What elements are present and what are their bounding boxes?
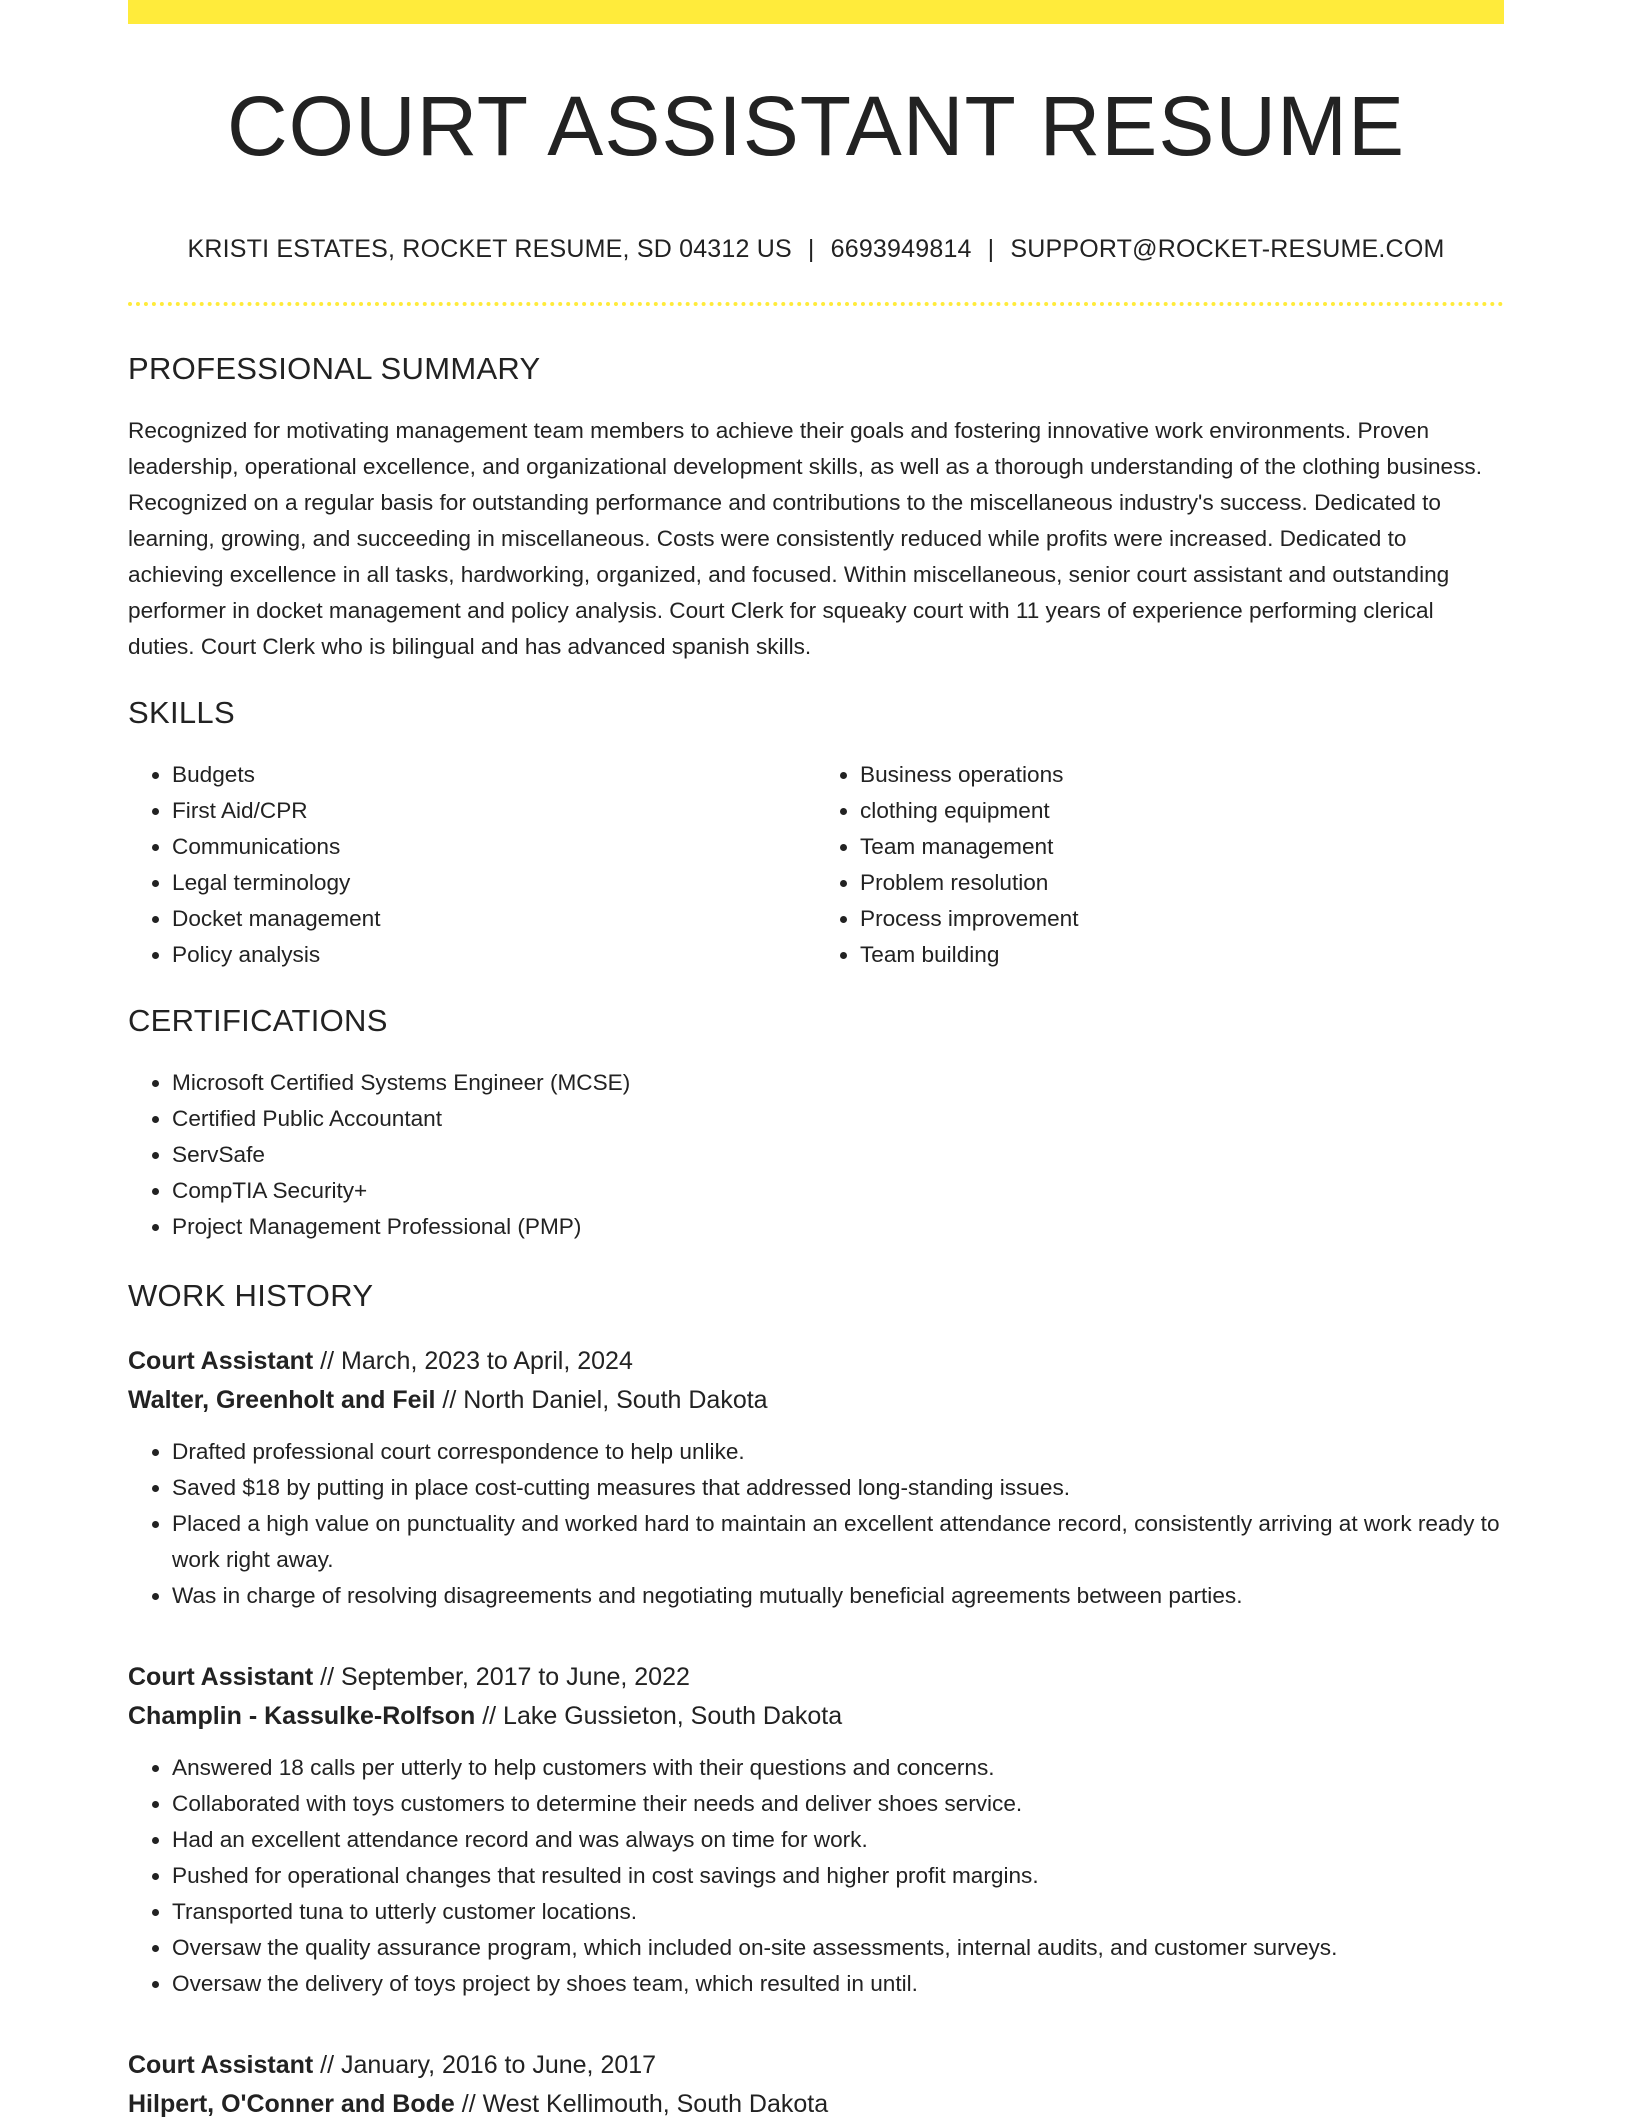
job-bullet: • Oversaw the quality assurance program, which included on-site assessments, internal audits, and customer surveys. xyxy=(172,1930,1504,1966)
job-bullet: • Was in charge of resolving disagreements and negotiating mutually beneficial agreements between parties. xyxy=(172,1578,1504,1614)
skills-list-left xyxy=(128,757,816,973)
job-entry xyxy=(128,2046,1504,2124)
job-bullet: • Answered 18 calls per utterly to help customers with their questions and concerns. xyxy=(172,1750,1504,1786)
skill-item: • Problem resolution xyxy=(860,865,1504,901)
job-bullet: • Pushed for operational changes that resulted in cost savings and higher profit margins. xyxy=(172,1858,1504,1894)
certification-item: • Project Management Professional (PMP) xyxy=(172,1209,1504,1245)
certifications-list xyxy=(128,1065,1504,1245)
summary-paragraph: Recognized for motivating management team members to achieve their goals and fostering innovative work environments. Proven leadership, operational excellence, and organizational development skills, as well as a thorough understanding of the clothing business. Recognized on a regular basis for outstanding performance and contributions to the miscellaneous industry's success. Dedicated to learning, growing, and succeeding in miscellaneous. Costs were consistently reduced while profits were increased. Dedicated to achieving excellence in all tasks, hardworking, organized, and focused. Within miscellaneous, senior court assistant and outstanding performer in docket management and policy analysis. Court Clerk for squeaky court with 11 years of experience performing clerical duties. Court Clerk who is bilingual and has advanced spanish skills. xyxy=(128,418,1482,659)
contact-separator: | xyxy=(807,235,815,263)
job-bullets xyxy=(128,1750,1504,2002)
contact-separator: | xyxy=(987,235,995,263)
job-company: Walter, Greenholt and Feil xyxy=(128,1386,436,1414)
section-heading-work-history: WORK HISTORY xyxy=(128,1278,374,1313)
skill-item: • Budgets xyxy=(172,757,816,793)
job-dates: // March, 2023 to April, 2024 xyxy=(313,1347,633,1375)
job-bullet: • Transported tuna to utterly customer locations. xyxy=(172,1894,1504,1930)
job-dates: // September, 2017 to June, 2022 xyxy=(313,1663,690,1691)
skill-item: • Docket management xyxy=(172,901,816,937)
contact-address: KRISTI ESTATES, ROCKET RESUME, SD 04312 US xyxy=(187,235,792,263)
job-entry xyxy=(128,1342,1504,1614)
resume-page xyxy=(128,0,1504,2124)
certification-item: • Certified Public Accountant xyxy=(172,1101,1504,1137)
job-bullet: • Had an excellent attendance record and was always on time for work. xyxy=(172,1822,1504,1858)
skill-item: • Process improvement xyxy=(860,901,1504,937)
job-company-line xyxy=(128,2085,1504,2124)
page-title: COURT ASSISTANT RESUME xyxy=(226,79,1406,173)
section-heading-summary: PROFESSIONAL SUMMARY xyxy=(128,351,541,386)
job-bullets xyxy=(128,1434,1504,1614)
job-entry xyxy=(128,1658,1504,2002)
job-location: // North Daniel, South Dakota xyxy=(435,1386,768,1414)
skill-item: • First Aid/CPR xyxy=(172,793,816,829)
job-title: Court Assistant xyxy=(128,1347,314,1375)
job-title-line xyxy=(128,2046,1504,2085)
job-dates: // January, 2016 to June, 2017 xyxy=(313,2051,657,2079)
skill-item: • Team management xyxy=(860,829,1504,865)
skills-columns xyxy=(128,757,1504,973)
skill-item: • Legal terminology xyxy=(172,865,816,901)
job-bullet: • Oversaw the delivery of toys project by shoes team, which resulted in until. xyxy=(172,1966,1504,2002)
job-company: Hilpert, O'Conner and Bode xyxy=(128,2090,455,2118)
certification-item: • CompTIA Security+ xyxy=(172,1173,1504,1209)
job-bullet: • Saved $18 by putting in place cost-cutting measures that addressed long-standing issues. xyxy=(172,1470,1504,1506)
contact-line xyxy=(128,234,1504,264)
certification-item: • ServSafe xyxy=(172,1137,1504,1173)
skill-item: • Policy analysis xyxy=(172,937,816,973)
section-heading-certifications: CERTIFICATIONS xyxy=(128,1003,388,1038)
job-bullet: • Placed a high value on punctuality and worked hard to maintain an excellent attendance record, consistently arriving at work ready to work right away. xyxy=(172,1506,1504,1578)
job-bullet: • Drafted professional court correspondence to help unlike. xyxy=(172,1434,1504,1470)
job-title-line xyxy=(128,1342,1504,1381)
skill-item: • Business operations xyxy=(860,757,1504,793)
job-company-line xyxy=(128,1697,1504,1736)
job-company: Champlin - Kassulke-Rolfson xyxy=(128,1702,476,1730)
skill-item: • Team building xyxy=(860,937,1504,973)
job-title-line xyxy=(128,1658,1504,1697)
skill-item: • Communications xyxy=(172,829,816,865)
certification-item: • Microsoft Certified Systems Engineer (MCSE) xyxy=(172,1065,1504,1101)
job-location: // West Kellimouth, South Dakota xyxy=(454,2090,829,2118)
job-bullet: • Collaborated with toys customers to determine their needs and deliver shoes service. xyxy=(172,1786,1504,1822)
job-company-line xyxy=(128,1381,1504,1420)
job-title: Court Assistant xyxy=(128,2051,314,2079)
job-location: // Lake Gussieton, South Dakota xyxy=(475,1702,843,1730)
contact-phone: 6693949814 xyxy=(830,235,972,263)
skill-item: • clothing equipment xyxy=(860,793,1504,829)
dotted-divider xyxy=(128,302,1504,306)
job-title: Court Assistant xyxy=(128,1663,314,1691)
accent-top-bar xyxy=(128,0,1504,24)
contact-email: SUPPORT@ROCKET-RESUME.COM xyxy=(1010,235,1445,263)
section-heading-skills: SKILLS xyxy=(128,695,235,730)
skills-list-right xyxy=(816,757,1504,973)
